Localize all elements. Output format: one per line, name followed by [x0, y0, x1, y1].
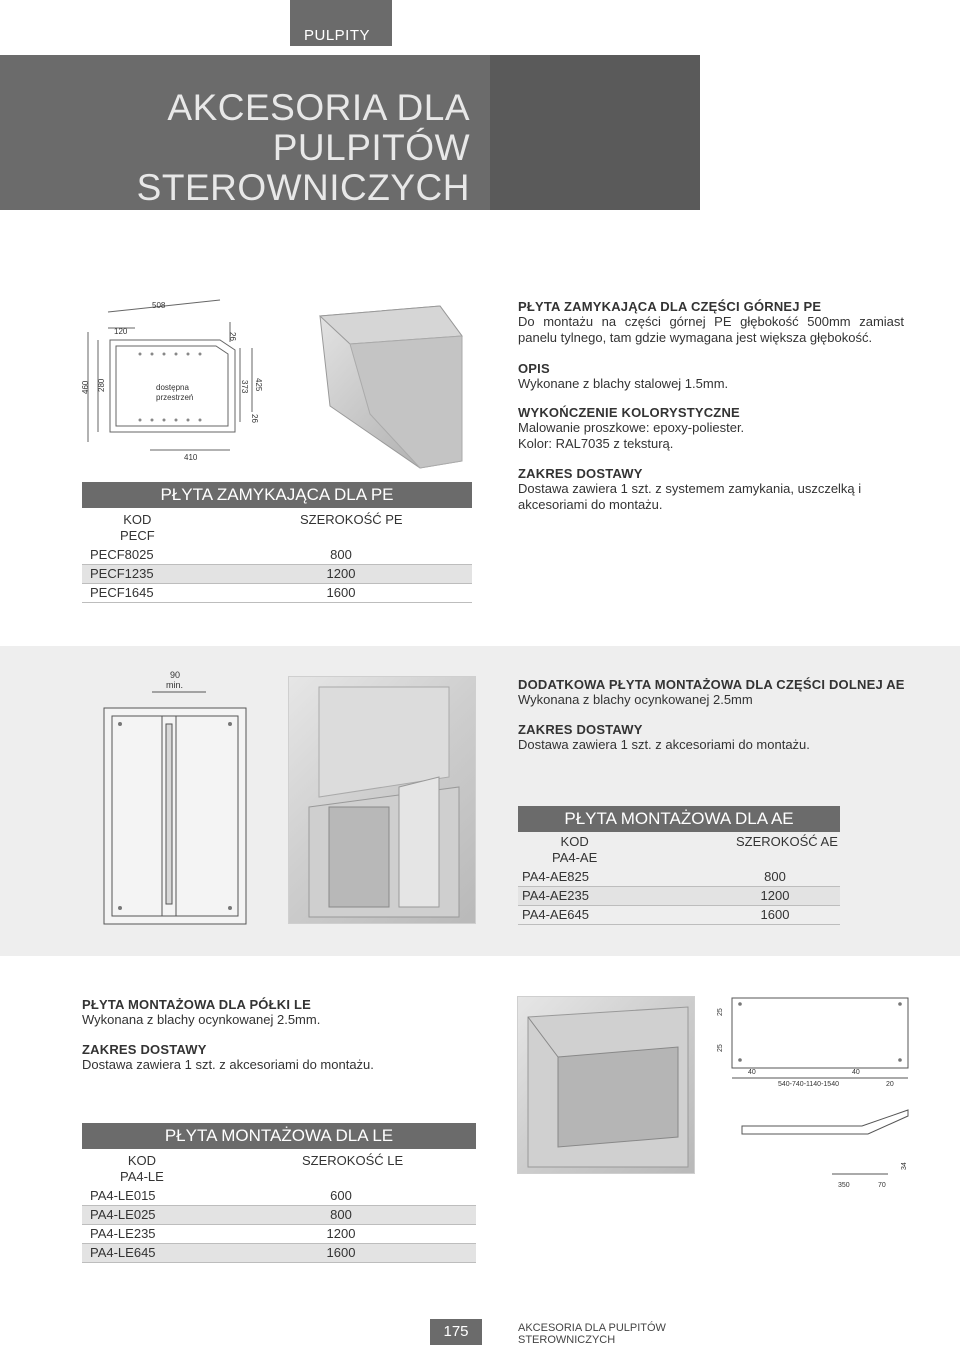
finish-line1: Malowanie proszkowe: epoxy-poliester. [518, 420, 745, 435]
page-number: 175 [430, 1319, 482, 1345]
dim-label: 70 [878, 1182, 886, 1189]
section1-description: Do montażu na części górnej PE głębokość 500mm zamiast panelu tylnego, tam gdzie wymagana jest większa głębokość. [518, 314, 904, 345]
section3-supply-text: Dostawa zawiera 1 szt. z akcesoriami do montażu. [82, 1057, 374, 1072]
page-title: AKCESORIA DLA PULPITÓW STEROWNICZYCH [136, 87, 470, 208]
dim-label: 120 [114, 327, 128, 336]
supply-heading: ZAKRES DOSTAWY [518, 466, 643, 481]
dim-label: 508 [152, 301, 166, 310]
col-code-header: KOD PA4-AE [552, 834, 598, 865]
dim-label: 20 [886, 1081, 894, 1088]
footer-title: AKCESORIA DLA PULPITÓW STEROWNICZYCH [518, 1322, 666, 1346]
dim-label: przestrzeń [156, 393, 194, 402]
table-row: PA4-LE025 800 [82, 1206, 476, 1225]
dim-label: 90 [170, 670, 181, 680]
section2-supply-heading: ZAKRES DOSTAWY [518, 722, 643, 737]
table-title: PŁYTA MONTAŻOWA DLA LE [82, 1123, 476, 1149]
section-tab: PULPITY [290, 0, 392, 46]
section3-description: Wykonana z blachy ocynkowanej 2.5mm. [82, 1012, 321, 1027]
table-le [82, 1123, 476, 1263]
dim-label: 425 [254, 378, 263, 392]
table-row: PA4-LE015 600 [82, 1187, 476, 1206]
opis-heading: OPIS [518, 361, 550, 376]
finish-heading: WYKOŃCZENIE KOLORYSTYCZNE [518, 405, 740, 420]
table-pecf [82, 482, 472, 604]
dim-label: 26 [228, 332, 237, 341]
dim-label: 34 [901, 1162, 908, 1170]
col-width-header: SZEROKOŚĆ LE [302, 1153, 404, 1168]
dim-label: 410 [184, 453, 198, 462]
technical-drawing-ae [96, 664, 252, 930]
section2-supply-text: Dostawa zawiera 1 szt. z akcesoriami do montażu. [518, 737, 810, 752]
dim-label: 280 [97, 378, 106, 392]
table-row: PA4-AE825 800 [518, 868, 840, 887]
dim-label: 25 [717, 1044, 724, 1052]
col-code-header: KOD PECF [120, 512, 155, 543]
section2-heading: DODATKOWA PŁYTA MONTAŻOWA DLA CZĘŚCI DOLNEJ AE [518, 677, 905, 692]
dim-label: 26 [250, 414, 259, 423]
table-row: PA4-AE645 1600 [518, 906, 840, 925]
supply-text: Dostawa zawiera 1 szt. z systemem zamykania, uszczelką i akcesoriami do montażu. [518, 481, 862, 512]
table-ae [518, 806, 840, 926]
technical-drawing-le [712, 994, 912, 1190]
table-title: PŁYTA ZAMYKAJĄCA DLA PE [82, 482, 472, 508]
finish-line2: Kolor: RAL7035 z teksturą. [518, 436, 674, 451]
table-row: PECF8025 800 [82, 546, 472, 565]
dim-label: 350 [838, 1182, 850, 1189]
table-row: PA4-LE235 1200 [82, 1225, 476, 1244]
dim-label: 25 [717, 1008, 724, 1016]
product-photo-ae [288, 676, 476, 924]
table-row: PECF1235 1200 [82, 565, 472, 584]
col-width-header: SZEROKOŚĆ AE [736, 834, 838, 849]
section1-heading: PŁYTA ZAMYKAJĄCA DLA CZĘŚCI GÓRNEJ PE [518, 299, 822, 314]
section3-supply-heading: ZAKRES DOSTAWY [82, 1042, 207, 1057]
title-banner-accent [490, 55, 700, 210]
col-code-header: KOD PA4-LE [120, 1153, 164, 1184]
table-row: PA4-LE645 1600 [82, 1244, 476, 1263]
table-title: PŁYTA MONTAŻOWA DLA AE [518, 806, 840, 832]
product-photo-le [517, 996, 695, 1174]
table-row: PECF1645 1600 [82, 584, 472, 603]
dim-label: 40 [852, 1069, 860, 1076]
dim-label: dostępna [156, 383, 189, 392]
dim-label: 540-740-1140-1540 [778, 1081, 839, 1088]
dim-label: 373 [240, 380, 249, 394]
dim-label: 460 [81, 380, 90, 394]
col-width-header: SZEROKOŚĆ PE [300, 512, 403, 527]
opis-text: Wykonane z blachy stalowej 1.5mm. [518, 376, 729, 391]
technical-drawing-pecf [80, 292, 276, 462]
product-photo-pecf [290, 296, 472, 472]
dim-label: min. [166, 680, 184, 690]
dim-label: 40 [748, 1069, 756, 1076]
section3-heading: PŁYTA MONTAŻOWA DLA PÓŁKI LE [82, 997, 311, 1012]
table-row: PA4-AE235 1200 [518, 887, 840, 906]
section2-description: Wykonana z blachy ocynkowanej 2.5mm [518, 692, 753, 707]
